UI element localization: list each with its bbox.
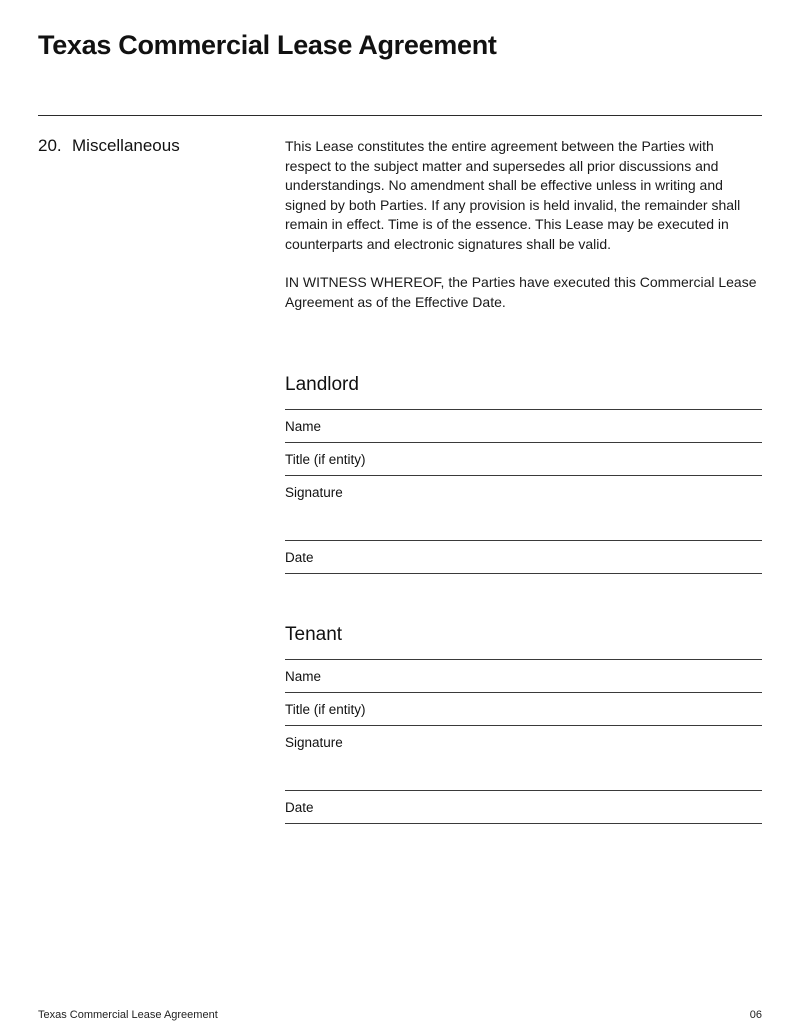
landlord-signature-space bbox=[285, 500, 762, 540]
signature-block-tenant bbox=[285, 624, 762, 824]
tenant-name-line bbox=[285, 692, 762, 693]
landlord-heading-rule bbox=[285, 409, 762, 410]
section-heading bbox=[38, 136, 285, 824]
landlord-date-label: Date bbox=[285, 550, 314, 565]
tenant-signature-line bbox=[285, 790, 762, 791]
section-title: Miscellaneous bbox=[72, 136, 180, 155]
landlord-heading: Landlord bbox=[285, 374, 359, 395]
miscellaneous-paragraph: This Lease constitutes the entire agreement between the Parties with respect to the subject matter and supersedes all prior discussions and understandings. No amendment shall be effective unless in writing and signed by both Parties. If any provision is held invalid, the remainder shall remain in effect. Time is of the essence. This Lease may be executed in counterparts and electronic signatures shall be valid. bbox=[285, 138, 741, 252]
landlord-signature-label: Signature bbox=[285, 485, 343, 500]
section-body bbox=[285, 136, 762, 824]
footer-document-title: Texas Commercial Lease Agreement bbox=[38, 1009, 218, 1021]
landlord-signature-line bbox=[285, 540, 762, 541]
section-number: 20. bbox=[38, 136, 62, 155]
tenant-date-label: Date bbox=[285, 800, 314, 815]
tenant-title-label: Title (if entity) bbox=[285, 702, 366, 717]
landlord-title-line bbox=[285, 475, 762, 476]
tenant-signature-space bbox=[285, 750, 762, 790]
tenant-date-line bbox=[285, 823, 762, 824]
tenant-signature-label: Signature bbox=[285, 735, 343, 750]
landlord-name-line bbox=[285, 442, 762, 443]
landlord-title-label: Title (if entity) bbox=[285, 452, 366, 467]
tenant-title-line bbox=[285, 725, 762, 726]
footer-page-number: 06 bbox=[749, 1009, 762, 1021]
page-footer bbox=[38, 1009, 762, 1035]
witness-paragraph: IN WITNESS WHEREOF, the Parties have executed this Commercial Lease Agreement as of the Effective Date. bbox=[285, 274, 757, 310]
signature-block-landlord bbox=[285, 374, 762, 574]
section-miscellaneous bbox=[38, 136, 762, 824]
tenant-name-label: Name bbox=[285, 669, 322, 684]
tenant-heading-rule bbox=[285, 659, 762, 660]
page-title: Texas Commercial Lease Agreement bbox=[38, 30, 497, 60]
landlord-date-line bbox=[285, 573, 762, 574]
header-divider bbox=[38, 115, 762, 116]
tenant-heading: Tenant bbox=[285, 624, 343, 645]
landlord-name-label: Name bbox=[285, 419, 322, 434]
